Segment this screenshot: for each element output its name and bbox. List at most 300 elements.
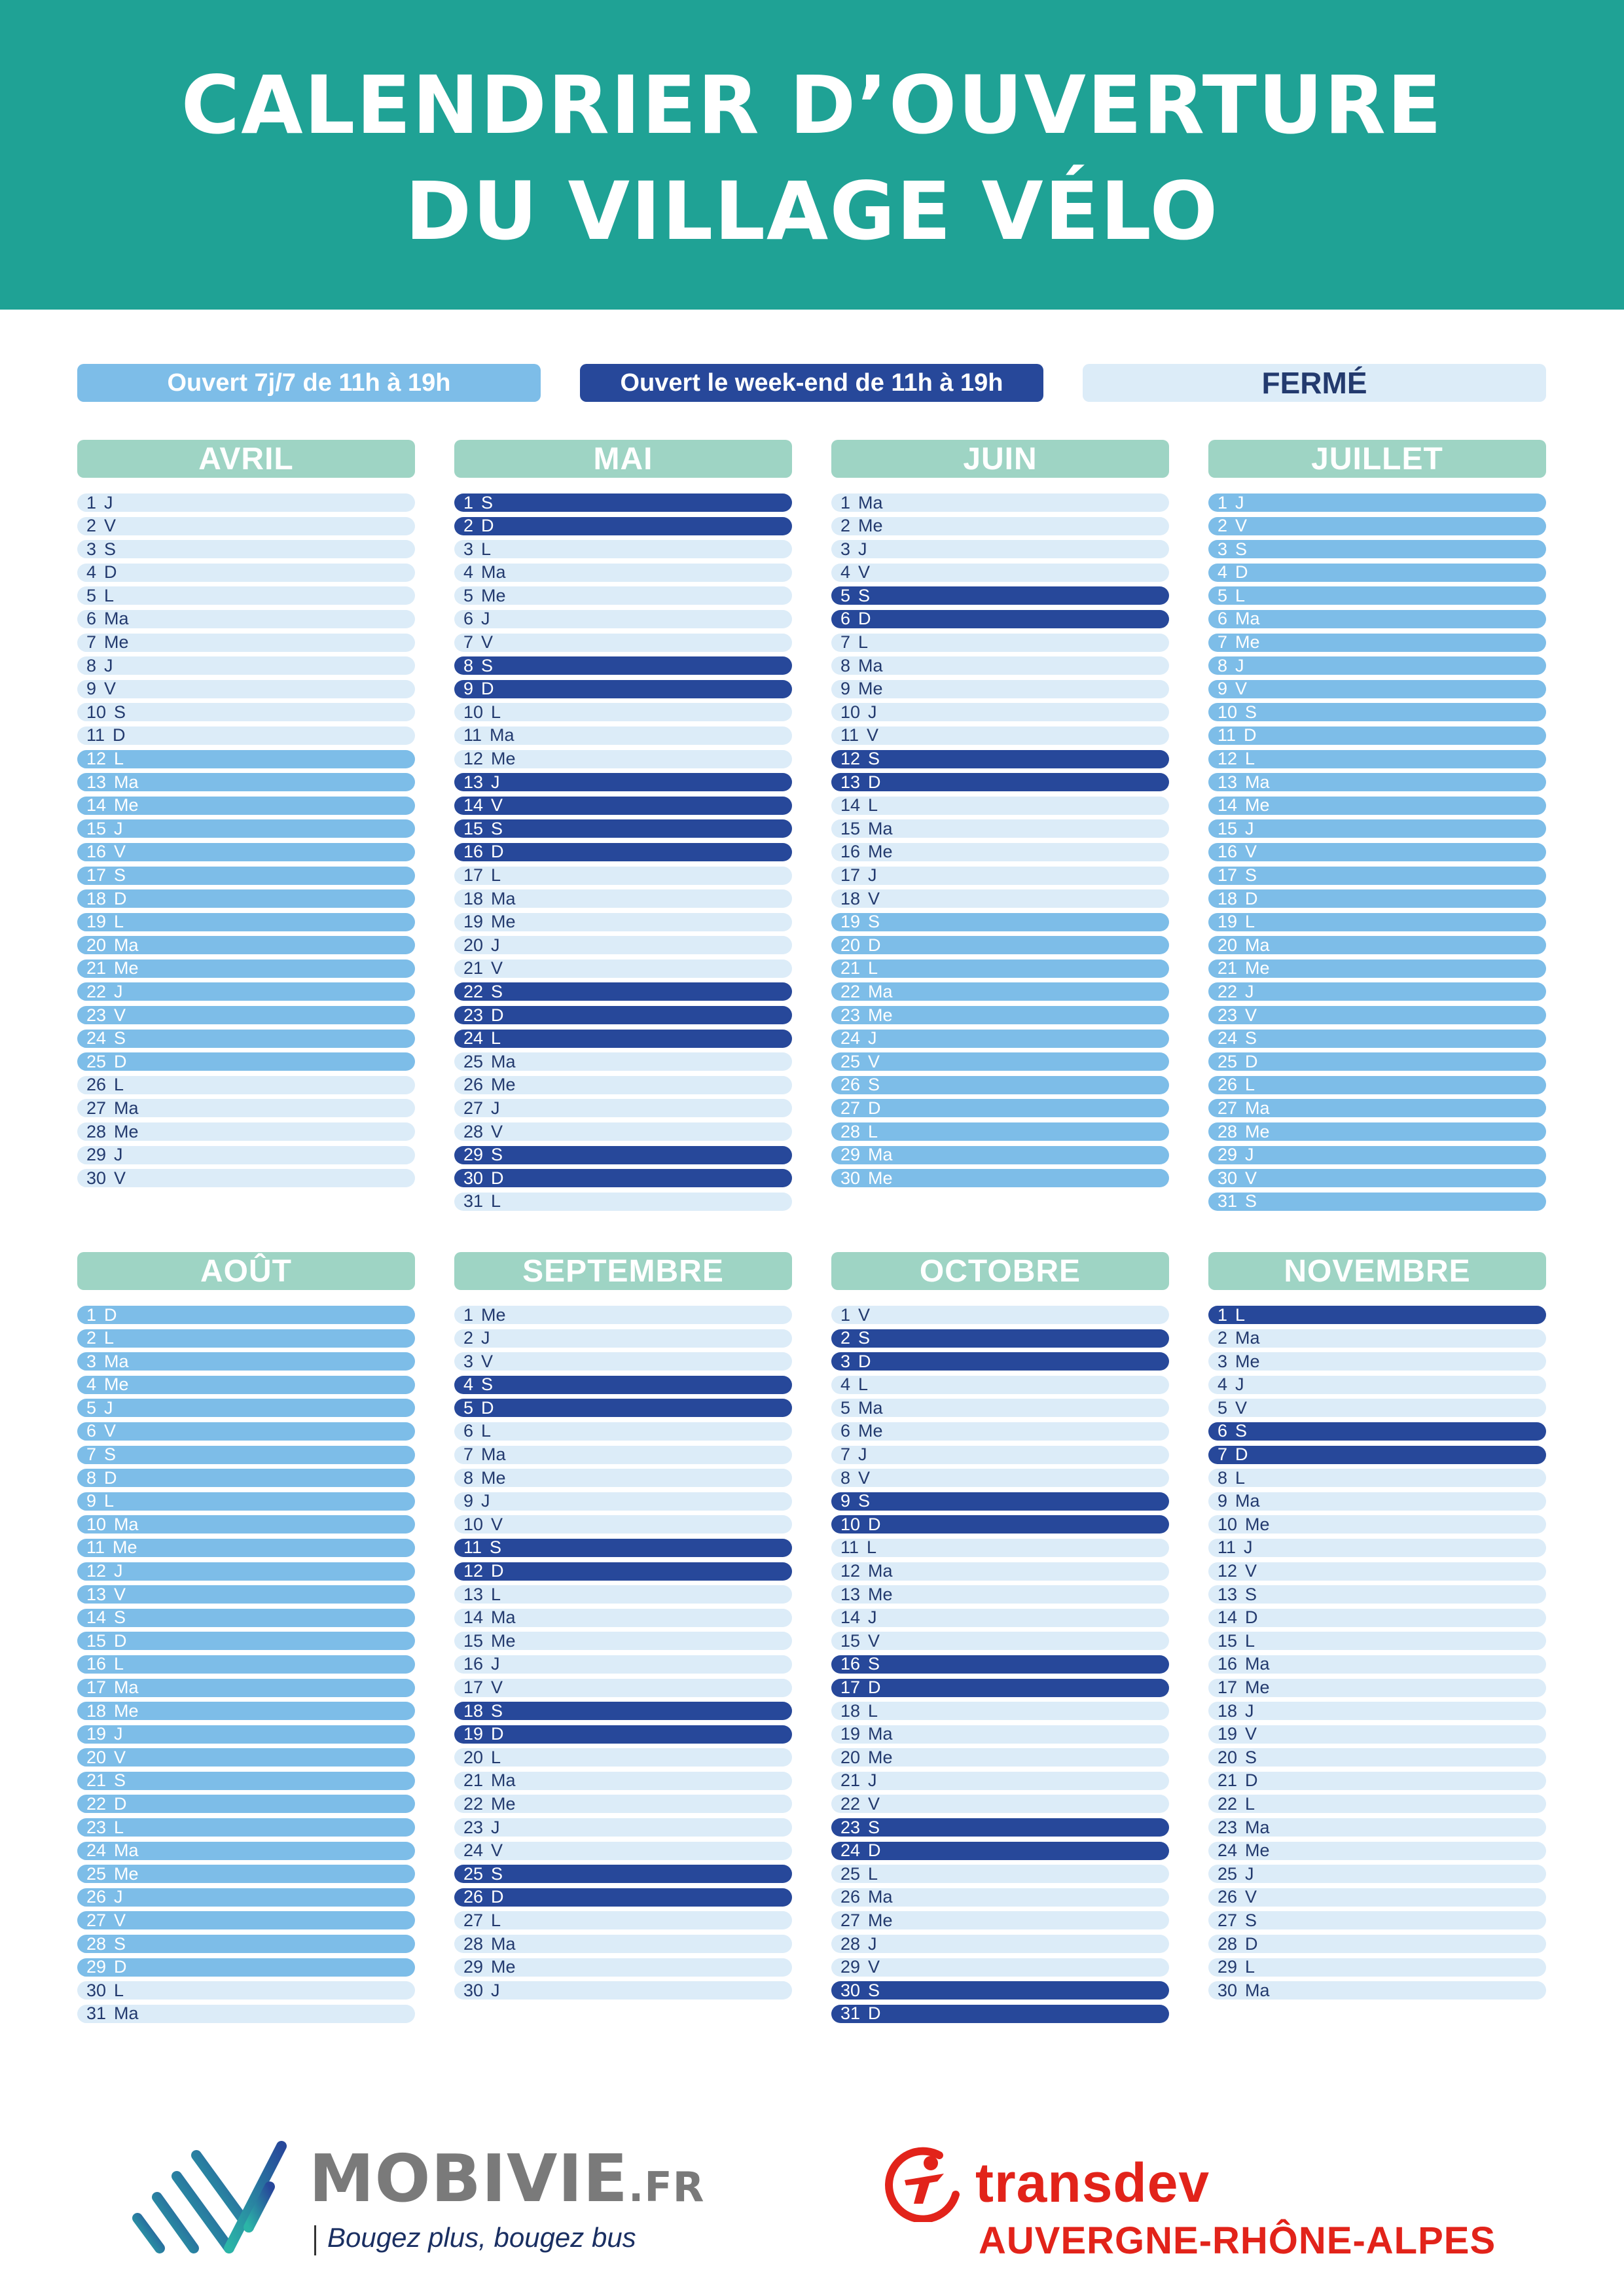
day-number: 3 — [463, 1351, 474, 1371]
day-row — [454, 1422, 792, 1441]
day-number: 6 — [840, 609, 851, 629]
day-row — [831, 1030, 1169, 1048]
day-weekday: D — [1244, 725, 1257, 745]
day-list — [1208, 493, 1546, 1211]
day-number: 3 — [840, 1351, 851, 1371]
day-number: 28 — [463, 1933, 484, 1954]
title-line-1: CALENDRIER D’OUVERTURE — [181, 59, 1443, 152]
day-number: 10 — [1218, 1514, 1238, 1534]
day-row — [454, 1193, 792, 1211]
day-weekday: D — [491, 842, 504, 862]
day-number: 24 — [86, 1028, 107, 1049]
day-row — [77, 1632, 415, 1650]
day-row — [1208, 1399, 1546, 1417]
day-number: 25 — [463, 1051, 484, 1071]
day-number: 29 — [840, 1957, 861, 1977]
day-weekday: Me — [1235, 1351, 1260, 1371]
day-number: 2 — [463, 1328, 474, 1348]
day-row — [454, 564, 792, 582]
day-number: 27 — [1218, 1910, 1238, 1930]
day-row — [454, 889, 792, 908]
day-row — [454, 1052, 792, 1071]
day-weekday: V — [481, 1351, 494, 1371]
day-weekday: J — [868, 1028, 877, 1049]
month-mai — [454, 440, 792, 1215]
day-number: 29 — [463, 1145, 484, 1165]
day-number: 1 — [1218, 492, 1228, 512]
day-weekday: S — [868, 1075, 880, 1095]
day-row — [1208, 1515, 1546, 1534]
day-number: 27 — [86, 1098, 107, 1118]
day-list — [831, 493, 1169, 1187]
day-number: 16 — [1218, 842, 1238, 862]
month-avril — [77, 440, 415, 1193]
day-weekday: S — [491, 818, 503, 838]
day-number: 19 — [86, 912, 107, 932]
day-row — [454, 1122, 792, 1141]
day-number: 23 — [1218, 1817, 1238, 1837]
day-number: 15 — [86, 818, 107, 838]
day-row — [831, 1935, 1169, 1953]
day-row — [1208, 1958, 1546, 1977]
day-row — [1208, 1539, 1546, 1557]
day-row — [454, 1399, 792, 1417]
day-weekday: Ma — [114, 1677, 139, 1697]
day-weekday: J — [1235, 492, 1244, 512]
mobivie-stripes-icon — [131, 2140, 288, 2257]
day-weekday: L — [491, 1028, 501, 1049]
day-number: 10 — [840, 702, 861, 722]
day-row — [454, 1169, 792, 1187]
day-number: 1 — [86, 1304, 97, 1325]
day-row — [1208, 1842, 1546, 1860]
day-row — [454, 1772, 792, 1790]
day-row — [1208, 1030, 1546, 1048]
day-number: 25 — [463, 1863, 484, 1884]
day-number: 8 — [1218, 1467, 1228, 1488]
day-weekday: J — [491, 1980, 500, 2000]
day-row — [77, 1306, 415, 1324]
day-weekday: S — [1245, 1910, 1257, 1930]
day-weekday: V — [114, 1910, 126, 1930]
day-row — [831, 1352, 1169, 1371]
day-number: 9 — [86, 679, 97, 699]
day-weekday: Ma — [491, 888, 516, 908]
day-weekday: Me — [491, 749, 516, 769]
day-number: 5 — [840, 1397, 851, 1418]
day-row — [831, 1818, 1169, 1837]
day-number: 14 — [463, 1607, 484, 1628]
day-weekday: D — [114, 1051, 127, 1071]
day-weekday: S — [490, 1537, 502, 1558]
day-weekday: Me — [868, 1910, 893, 1930]
day-row — [454, 1818, 792, 1837]
day-row — [831, 1376, 1169, 1394]
day-number: 8 — [1218, 655, 1228, 675]
day-weekday: Me — [868, 1168, 893, 1188]
day-weekday: V — [1245, 1005, 1257, 1025]
day-number: 24 — [840, 1028, 861, 1049]
day-weekday: Ma — [114, 772, 139, 792]
day-weekday: V — [1235, 516, 1248, 536]
day-weekday: D — [868, 1677, 881, 1697]
day-weekday: L — [491, 1910, 501, 1930]
day-weekday: Me — [481, 1304, 506, 1325]
day-row — [1208, 960, 1546, 978]
day-row — [831, 1122, 1169, 1141]
day-weekday: V — [114, 842, 126, 862]
day-weekday: Me — [1235, 632, 1260, 653]
day-number: 10 — [86, 1514, 107, 1534]
month-novembre — [1208, 1252, 1546, 2005]
title-banner — [0, 0, 1624, 310]
day-row — [454, 656, 792, 675]
day-row — [454, 1679, 792, 1697]
day-number: 27 — [1218, 1098, 1238, 1118]
day-row — [77, 1679, 415, 1697]
day-row — [454, 843, 792, 861]
day-weekday: D — [1245, 1770, 1258, 1791]
day-weekday: J — [491, 1654, 500, 1674]
day-number: 6 — [463, 1421, 474, 1441]
day-weekday: S — [868, 749, 880, 769]
day-number: 19 — [86, 1724, 107, 1744]
day-number: 9 — [840, 1491, 851, 1511]
day-weekday: Me — [868, 842, 893, 862]
day-row — [454, 1865, 792, 1883]
day-weekday: Ma — [868, 1887, 893, 1907]
day-row — [831, 1888, 1169, 1907]
day-row — [831, 1052, 1169, 1071]
day-number: 17 — [463, 865, 484, 885]
day-weekday: D — [868, 1840, 881, 1861]
day-number: 14 — [86, 1607, 107, 1628]
day-weekday: Ma — [858, 492, 883, 512]
day-row — [454, 1748, 792, 1767]
transdev-runner-icon — [877, 2144, 975, 2222]
day-weekday: D — [1245, 1607, 1258, 1628]
day-number: 6 — [463, 609, 474, 629]
day-number: 28 — [840, 1121, 861, 1141]
day-row — [77, 1539, 415, 1557]
day-weekday: S — [1235, 539, 1248, 559]
day-number: 12 — [463, 749, 484, 769]
title-line-2: DU VILLAGE VÉLO — [405, 165, 1219, 258]
day-number: 9 — [840, 679, 851, 699]
day-weekday: Me — [868, 1005, 893, 1025]
day-number: 8 — [86, 655, 97, 675]
day-number: 12 — [86, 749, 107, 769]
day-row — [454, 1306, 792, 1324]
day-row — [1208, 1492, 1546, 1511]
day-row — [77, 634, 415, 652]
day-row — [454, 1515, 792, 1534]
day-row — [1208, 726, 1546, 745]
day-number: 7 — [840, 632, 851, 653]
day-number: 28 — [463, 1121, 484, 1141]
day-number: 7 — [463, 632, 474, 653]
day-number: 12 — [840, 749, 861, 769]
day-number: 21 — [1218, 1770, 1238, 1791]
day-weekday: V — [868, 1793, 880, 1814]
day-row — [831, 1585, 1169, 1604]
day-number: 1 — [86, 492, 97, 512]
day-number: 5 — [1218, 585, 1228, 605]
day-weekday: J — [481, 609, 490, 629]
day-weekday: S — [491, 1863, 503, 1884]
day-weekday: V — [114, 1168, 126, 1188]
day-weekday: Me — [104, 1374, 129, 1395]
day-weekday: S — [104, 539, 117, 559]
day-weekday: V — [104, 679, 117, 699]
day-row — [831, 2005, 1169, 2023]
day-row — [831, 540, 1169, 558]
day-row — [1208, 1052, 1546, 1071]
day-weekday: Me — [491, 912, 516, 932]
day-number: 14 — [1218, 795, 1238, 816]
day-weekday: L — [868, 958, 878, 978]
day-weekday: L — [1245, 1630, 1255, 1651]
day-number: 29 — [1218, 1957, 1238, 1977]
day-weekday: S — [1245, 702, 1257, 722]
day-weekday: J — [114, 1145, 123, 1165]
day-row — [454, 1099, 792, 1117]
day-row — [77, 1146, 415, 1164]
month-juin — [831, 440, 1169, 1193]
day-number: 7 — [86, 1444, 97, 1465]
day-row — [77, 1469, 415, 1487]
day-weekday: J — [1235, 655, 1244, 675]
day-weekday: Me — [114, 1700, 139, 1721]
day-row — [77, 773, 415, 791]
day-row — [831, 913, 1169, 931]
day-weekday: Ma — [858, 655, 883, 675]
day-weekday: Ma — [104, 609, 129, 629]
day-row — [454, 1539, 792, 1557]
day-weekday: Ma — [481, 1444, 506, 1465]
day-number: 22 — [86, 981, 107, 1001]
day-weekday: Ma — [868, 1724, 893, 1744]
day-row — [1208, 1146, 1546, 1164]
day-weekday: D — [481, 516, 494, 536]
day-weekday: Me — [114, 1863, 139, 1884]
day-number: 22 — [1218, 1793, 1238, 1814]
day-row — [454, 703, 792, 721]
day-row — [1208, 936, 1546, 954]
day-number: 11 — [1218, 725, 1236, 745]
day-row — [831, 1076, 1169, 1094]
day-row — [454, 1352, 792, 1371]
day-weekday: D — [104, 1467, 117, 1488]
day-row — [1208, 867, 1546, 885]
day-number: 3 — [1218, 539, 1228, 559]
day-weekday: Me — [114, 1121, 139, 1141]
day-number: 18 — [86, 888, 107, 908]
day-row — [831, 726, 1169, 745]
day-weekday: Ma — [491, 1051, 516, 1071]
day-weekday: J — [481, 1328, 490, 1348]
day-weekday: Me — [858, 1421, 883, 1441]
day-row — [831, 1911, 1169, 1929]
day-number: 11 — [840, 725, 859, 745]
day-row — [454, 517, 792, 535]
day-weekday: Ma — [481, 562, 506, 583]
day-weekday: Me — [1245, 1121, 1270, 1141]
day-row — [77, 1655, 415, 1674]
day-row — [831, 1981, 1169, 2000]
day-weekday: J — [491, 772, 500, 792]
day-number: 13 — [463, 772, 484, 792]
day-weekday: S — [858, 1491, 871, 1511]
day-weekday: V — [1235, 679, 1248, 699]
day-number: 20 — [840, 1747, 861, 1767]
day-number: 4 — [1218, 562, 1228, 583]
day-row — [454, 1562, 792, 1581]
day-number: 28 — [840, 1933, 861, 1954]
day-weekday: Ma — [114, 2003, 139, 2024]
day-row — [77, 1076, 415, 1094]
day-number: 14 — [840, 1607, 861, 1628]
day-number: 25 — [840, 1863, 861, 1884]
day-weekday: L — [481, 1421, 492, 1441]
day-number: 1 — [1218, 1304, 1228, 1325]
day-row — [1208, 1099, 1546, 1117]
day-number: 20 — [86, 935, 107, 955]
day-weekday: S — [491, 1700, 503, 1721]
day-weekday: J — [868, 1607, 877, 1628]
day-number: 6 — [1218, 1421, 1228, 1441]
day-weekday: D — [491, 1887, 504, 1907]
day-number: 4 — [840, 1374, 851, 1395]
day-weekday: Me — [104, 632, 129, 653]
day-number: 24 — [1218, 1840, 1238, 1861]
day-row — [77, 1702, 415, 1720]
day-number: 5 — [1218, 1397, 1228, 1418]
day-number: 21 — [840, 1770, 861, 1791]
day-weekday: D — [114, 888, 127, 908]
day-weekday: V — [1235, 1397, 1248, 1418]
day-row — [831, 1795, 1169, 1813]
day-number: 18 — [840, 888, 861, 908]
day-weekday: Ma — [491, 1933, 516, 1954]
day-number: 21 — [1218, 958, 1238, 978]
day-row — [831, 680, 1169, 698]
day-weekday: S — [1245, 1028, 1257, 1049]
day-number: 27 — [463, 1910, 484, 1930]
day-row — [831, 1306, 1169, 1324]
day-row — [831, 1748, 1169, 1767]
day-weekday: S — [114, 1933, 126, 1954]
day-row — [454, 750, 792, 768]
day-number: 26 — [463, 1075, 484, 1095]
day-row — [77, 1515, 415, 1534]
day-weekday: L — [114, 1075, 124, 1095]
mobivie-logo[interactable] — [131, 2137, 785, 2261]
day-number: 10 — [1218, 702, 1238, 722]
day-row — [1208, 1725, 1546, 1744]
day-number: 2 — [86, 1328, 97, 1348]
transdev-logo[interactable] — [877, 2137, 1506, 2261]
day-number: 17 — [86, 1677, 107, 1697]
legend-open-weekend — [580, 364, 1043, 402]
day-weekday: L — [1235, 1304, 1246, 1325]
day-row — [1208, 1352, 1546, 1371]
day-weekday: Ma — [114, 1840, 139, 1861]
day-row — [1208, 819, 1546, 838]
day-row — [77, 703, 415, 721]
day-weekday: D — [113, 725, 126, 745]
day-row — [77, 1376, 415, 1394]
day-weekday: J — [858, 539, 867, 559]
day-number: 22 — [463, 1793, 484, 1814]
day-number: 18 — [1218, 888, 1238, 908]
day-row — [1208, 1702, 1546, 1720]
day-weekday: S — [114, 1770, 126, 1791]
day-number: 19 — [840, 1724, 861, 1744]
day-number: 19 — [463, 912, 484, 932]
day-number: 27 — [840, 1910, 861, 1930]
day-weekday: V — [104, 1421, 117, 1441]
day-weekday: L — [1245, 1957, 1255, 1977]
day-row — [454, 819, 792, 838]
day-number: 31 — [840, 2003, 861, 2024]
day-row — [1208, 1585, 1546, 1604]
day-weekday: Me — [1245, 958, 1270, 978]
day-row — [454, 1329, 792, 1348]
day-weekday: J — [1245, 818, 1254, 838]
day-number: 2 — [463, 516, 474, 536]
day-number: 20 — [86, 1747, 107, 1767]
day-row — [77, 680, 415, 698]
day-weekday: D — [481, 1397, 494, 1418]
day-weekday: D — [858, 609, 871, 629]
day-row — [831, 1702, 1169, 1720]
day-number: 19 — [463, 1724, 484, 1744]
day-weekday: V — [491, 795, 503, 816]
day-weekday: L — [491, 1191, 501, 1211]
day-number: 22 — [1218, 981, 1238, 1001]
day-row — [1208, 797, 1546, 815]
day-number: 13 — [86, 1584, 107, 1604]
day-weekday: J — [114, 818, 123, 838]
day-number: 31 — [1218, 1191, 1238, 1211]
day-number: 30 — [1218, 1168, 1238, 1188]
day-weekday: V — [491, 1677, 503, 1697]
day-row — [1208, 540, 1546, 558]
day-weekday: J — [868, 865, 877, 885]
day-row — [454, 680, 792, 698]
day-number: 31 — [86, 2003, 107, 2024]
day-weekday: J — [491, 1817, 500, 1837]
day-number: 26 — [1218, 1887, 1238, 1907]
day-number: 1 — [840, 1304, 851, 1325]
day-weekday: D — [491, 1561, 504, 1581]
day-row — [831, 1399, 1169, 1417]
day-number: 6 — [86, 609, 97, 629]
day-number: 20 — [840, 935, 861, 955]
day-number: 12 — [463, 1561, 484, 1581]
day-weekday: Me — [491, 1075, 516, 1095]
day-weekday: V — [114, 1584, 126, 1604]
mobivie-tagline: Bougez plus, bougez bus — [327, 2222, 636, 2253]
day-weekday: Ma — [1245, 1980, 1270, 2000]
day-weekday: Me — [858, 679, 883, 699]
day-row — [77, 517, 415, 535]
day-row — [831, 1515, 1169, 1534]
day-weekday: S — [1235, 1421, 1248, 1441]
day-row — [454, 1030, 792, 1048]
month-juillet — [1208, 440, 1546, 1215]
